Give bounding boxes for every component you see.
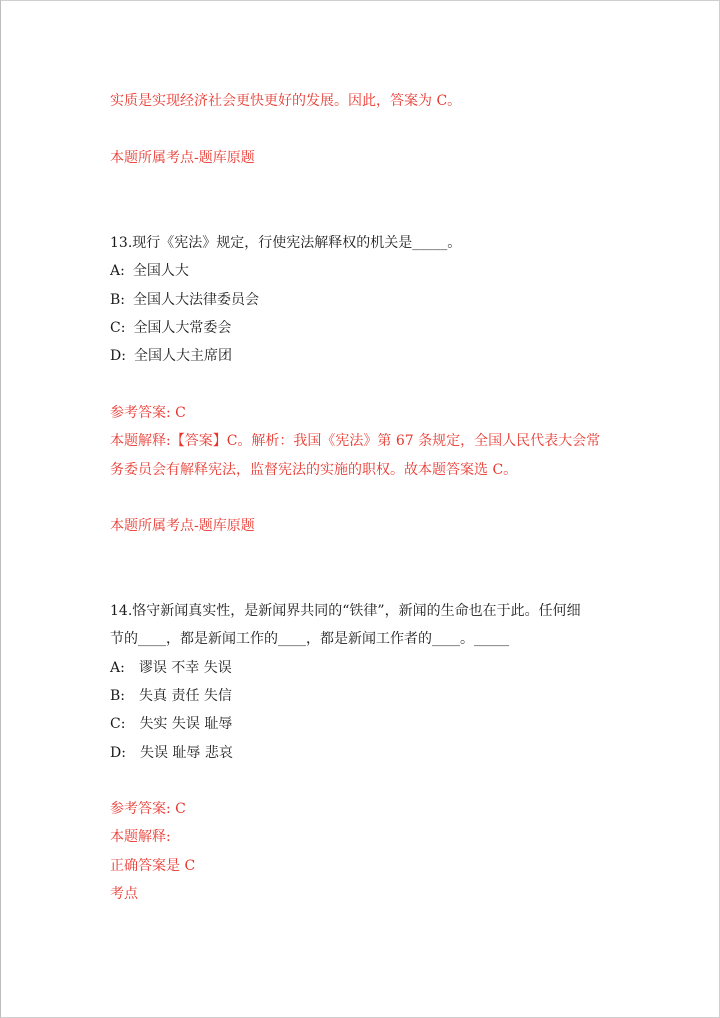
q14-option-a (110, 659, 232, 677)
q14-option-b (110, 687, 232, 705)
option-text: 全国人大常委会 (133, 320, 232, 336)
q13-option-c (110, 319, 231, 337)
q13-option-d (110, 347, 232, 365)
option-key: A: (110, 660, 125, 676)
q13-explanation-line2: 务委员会有解释宪法，监督宪法的实施的职权。故本题答案选 C。 (110, 462, 518, 478)
q14-stem-line2: 节的____，都是新闻工作的____，都是新闻工作者的____。_____ (110, 631, 509, 647)
q14-stem-line1: 14.恪守新闻真实性，是新闻界共同的“铁律”，新闻的生命也在于此。任何细 (110, 603, 581, 619)
q14-answer: 参考答案: C (110, 801, 186, 817)
option-text: 失误 耻辱 悲哀 (139, 745, 233, 761)
option-key: B: (110, 688, 126, 704)
option-key: D: (110, 745, 126, 761)
option-text: 失真 责任 失信 (139, 688, 232, 704)
q14-explanation-label: 本题解释: (110, 829, 171, 845)
q13-stem: 13.现行《宪法》规定，行使宪法解释权的机关是_____。 (110, 235, 462, 251)
option-text: 谬误 不幸 失误 (138, 660, 232, 676)
q13-source-label: 本题所属考点-题库原题 (110, 518, 255, 534)
q13-explanation-line1: 本题解释:【答案】C。解析：我国《宪法》第 67 条规定，全国人民代表大会常 (110, 433, 601, 449)
option-key: B: (110, 292, 126, 308)
q14-option-d (110, 744, 233, 762)
prev-explanation-tail: 实质是实现经济社会更快更好的发展。因此，答案为 C。 (110, 93, 462, 109)
option-text: 全国人大法律委员会 (133, 292, 260, 308)
q13-answer: 参考答案: C (110, 405, 186, 421)
option-text: 全国人大主席团 (133, 348, 232, 364)
option-text: 失实 失误 耻辱 (139, 716, 233, 732)
option-key: A: (110, 263, 125, 279)
prev-source-label: 本题所属考点-题库原题 (110, 150, 255, 166)
option-key: C: (110, 320, 126, 336)
q13-option-a (110, 262, 189, 280)
option-text: 全国人大 (132, 263, 189, 279)
q13-option-b (110, 291, 259, 309)
option-key: C: (110, 716, 126, 732)
q14-kaodian-label: 考点 (110, 886, 138, 902)
q14-option-c (110, 715, 232, 733)
option-key: D: (110, 348, 126, 364)
q14-correct-answer: 正确答案是 C (110, 858, 196, 874)
